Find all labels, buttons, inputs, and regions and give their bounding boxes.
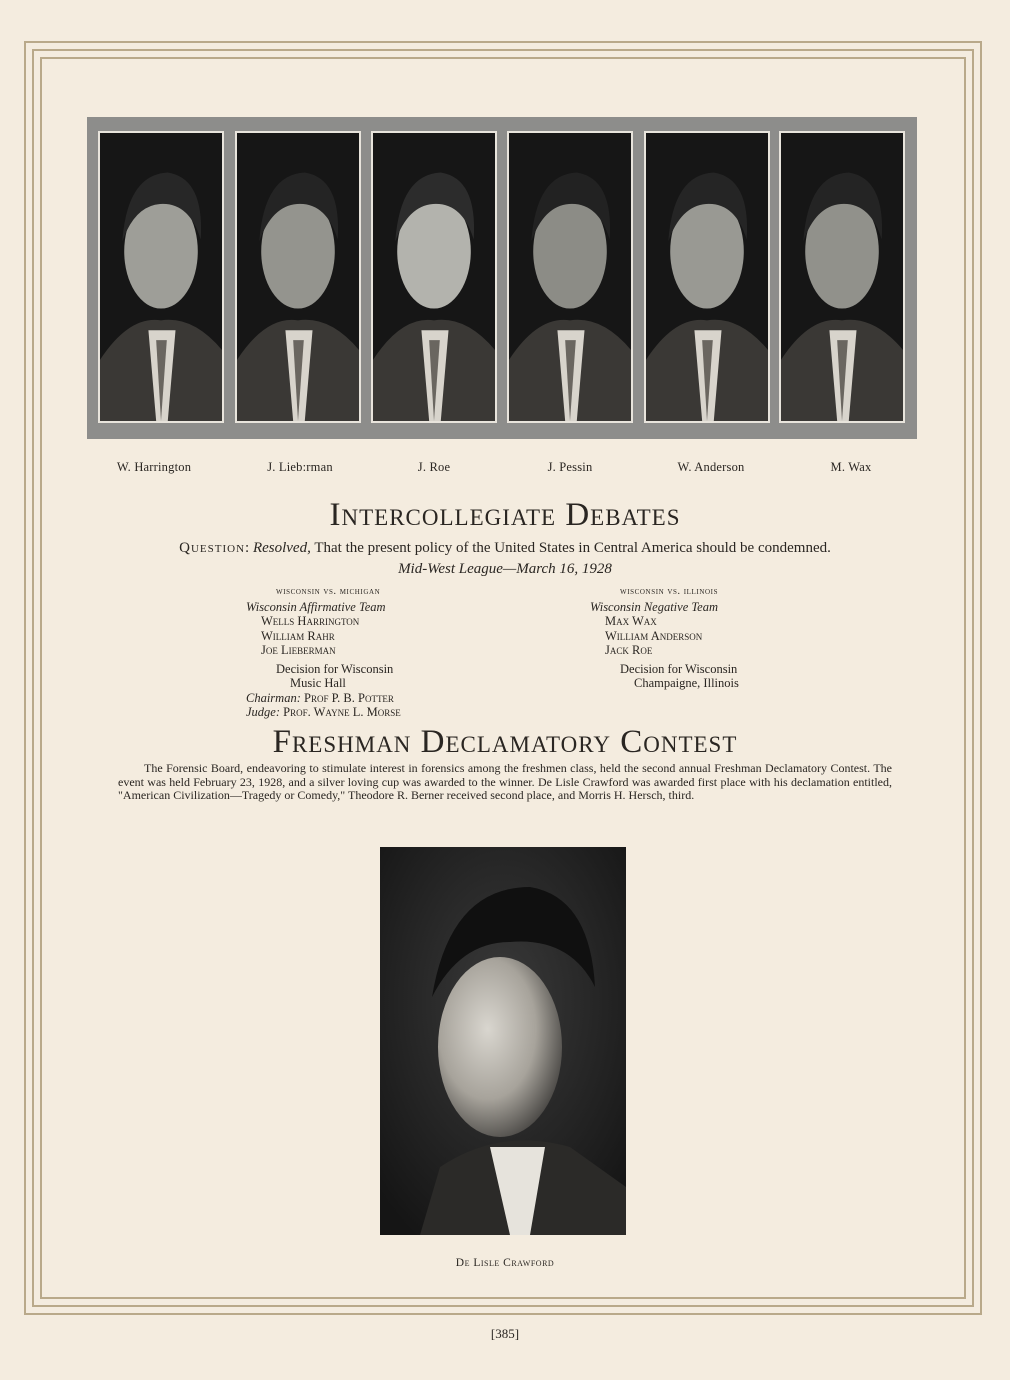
question-colon: : — [245, 540, 253, 556]
debate-question — [0, 540, 1010, 557]
chairman-name: Prof P. B. Potter — [304, 690, 394, 705]
team-member: William Rahr — [261, 628, 335, 643]
team-member: Max Wax — [605, 614, 657, 628]
winner-portrait-photo — [380, 847, 626, 1235]
question-resolved: Resolved, — [252, 540, 311, 556]
portrait-name: M. Wax — [830, 460, 872, 474]
judge-name: Prof. Wayne L. Morse — [283, 705, 401, 719]
debate-illinois — [590, 585, 850, 691]
portrait-photo — [507, 131, 633, 423]
venue: Music Hall — [290, 676, 346, 690]
judge — [246, 705, 506, 720]
portrait-name: J. Roe — [417, 460, 451, 474]
portrait-photo — [779, 131, 905, 423]
portrait-name: W. Harrington — [116, 460, 192, 474]
team-member: Joe Lieberman — [261, 643, 336, 657]
team-name: Wisconsin Negative Team — [590, 599, 719, 614]
team-member: Jack Roe — [605, 643, 653, 657]
question-text: That the present policy of the United States in Central America should be condemned. — [314, 540, 831, 556]
league-date: Mid-West League—March 16, 1928 — [398, 561, 612, 577]
venue: Champaigne, Illinois — [634, 676, 739, 690]
winner-caption: De Lisle Crawford — [455, 1257, 555, 1269]
team-member: William Anderson — [605, 628, 703, 643]
portrait-name: W. Anderson — [677, 460, 745, 474]
matchup-label: wisconsin vs. michigan — [276, 586, 381, 597]
debate-michigan — [246, 585, 506, 720]
portrait-photo — [371, 131, 497, 423]
portrait-photo — [644, 131, 770, 423]
portrait-strip — [87, 117, 917, 439]
chairman — [246, 691, 506, 706]
decision: Decision for Wisconsin — [276, 661, 394, 676]
matchup-label: wisconsin vs. illinois — [620, 586, 719, 597]
debates-title: Intercollegiate Debates — [329, 497, 681, 533]
team-name: Wisconsin Affirmative Team — [246, 599, 386, 614]
judge-label: Judge: — [246, 705, 281, 719]
page-number: [385] — [490, 1326, 520, 1341]
decision: Decision for Wisconsin — [620, 661, 738, 676]
question-label: Question — [179, 540, 246, 556]
contest-paragraph: The Forensic Board, endeavoring to stimulate interest in forensics among the freshmen class, held the second annual Freshman Declamatory Contest. The event was held February 23, 1928, and a silver loving cup was awarded to the winner. De Lisle Crawford was awarded first place with his declamation entitled, "American Civilization—Tragedy or Comedy," Theodore R. Berner received second place, and Morris H. Hersch, third. — [118, 761, 892, 802]
portrait-name: J. Pessin — [547, 460, 593, 474]
portrait-name: J. Lieb:rman — [267, 460, 333, 474]
portrait-photo — [235, 131, 361, 423]
team-member: Wells Harrington — [261, 614, 360, 628]
chairman-label: Chairman: — [246, 690, 301, 705]
contest-title: Freshman Declamatory Contest — [272, 724, 738, 760]
portrait-photo — [98, 131, 224, 423]
